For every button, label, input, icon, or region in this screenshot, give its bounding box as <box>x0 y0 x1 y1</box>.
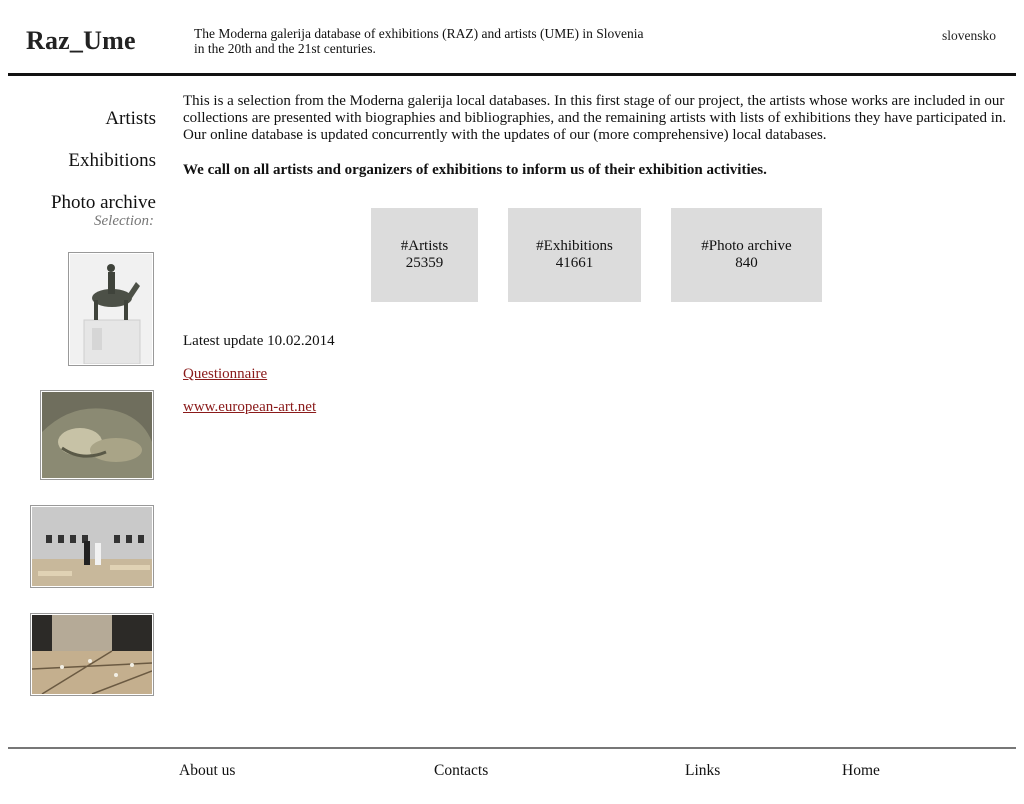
stat-value: 840 <box>735 255 758 271</box>
intro-paragraph <box>183 93 1013 144</box>
selection-thumbnail-statue[interactable] <box>68 252 154 366</box>
tagline-line-1: The Moderna galerija database of exhibitions (RAZ) and artists (UME) in Slovenia <box>194 26 644 41</box>
site-logo[interactable]: Raz_Ume <box>26 26 136 55</box>
intro-line-1: This is a selection from the Moderna galerija local databases. In this first stage of our project, the artists whose works are included in our <box>183 93 1005 109</box>
footer-link-links[interactable]: Links <box>685 762 721 779</box>
intro-line-2: collections are presented with biographies and bibliographies, and the remaining artists with lists of exhibitions they have participated in. <box>183 110 1007 126</box>
statue-photo-image <box>70 254 152 364</box>
sidebar-item-artists[interactable]: Artists <box>105 108 156 129</box>
gallery-room-photo-image <box>32 507 152 586</box>
installation-photo-image <box>32 615 152 694</box>
site-tagline <box>194 26 674 56</box>
footer-link-home[interactable]: Home <box>842 762 880 779</box>
stat-box-exhibitions[interactable] <box>508 208 641 302</box>
latest-update-text: Latest update 10.02.2014 <box>183 333 335 349</box>
european-art-link[interactable]: www.european-art.net <box>183 399 317 415</box>
stat-box-artists[interactable] <box>371 208 478 302</box>
tagline-line-2: in the 20th and the 21st centuries. <box>194 41 376 56</box>
selection-thumbnail-gallery-room[interactable] <box>30 505 154 588</box>
footer-link-about-us[interactable]: About us <box>179 762 236 779</box>
footer <box>8 747 1016 804</box>
footer-link-contacts[interactable]: Contacts <box>434 762 489 779</box>
sidebar-item-exhibitions[interactable]: Exhibitions <box>68 150 156 171</box>
selection-thumbnail-installation[interactable] <box>30 613 154 696</box>
stat-value: 25359 <box>405 255 444 271</box>
callout-text: We call on all artists and organizers of exhibitions to inform us of their exhibition activities. <box>183 162 767 178</box>
intro-line-3: Our online database is updated concurrently with the updates of our (more comprehensive) local databases. <box>183 127 827 143</box>
sculpture-photo-image <box>42 392 152 478</box>
sidebar-item-photo-archive[interactable]: Photo archive <box>50 192 156 213</box>
stat-label: #Exhibitions <box>536 238 613 254</box>
stat-value: 41661 <box>555 255 594 271</box>
stat-label: #Artists <box>400 238 449 254</box>
language-switch-link[interactable]: slovensko <box>942 28 996 43</box>
header <box>8 0 1016 76</box>
stat-label: #Photo archive <box>701 238 792 254</box>
stat-box-photo-archive[interactable] <box>671 208 822 302</box>
selection-label: Selection: <box>94 213 154 229</box>
selection-thumbnail-sculpture[interactable] <box>40 390 154 480</box>
main-content <box>183 93 1013 415</box>
questionnaire-link[interactable]: Questionnaire <box>183 366 268 382</box>
